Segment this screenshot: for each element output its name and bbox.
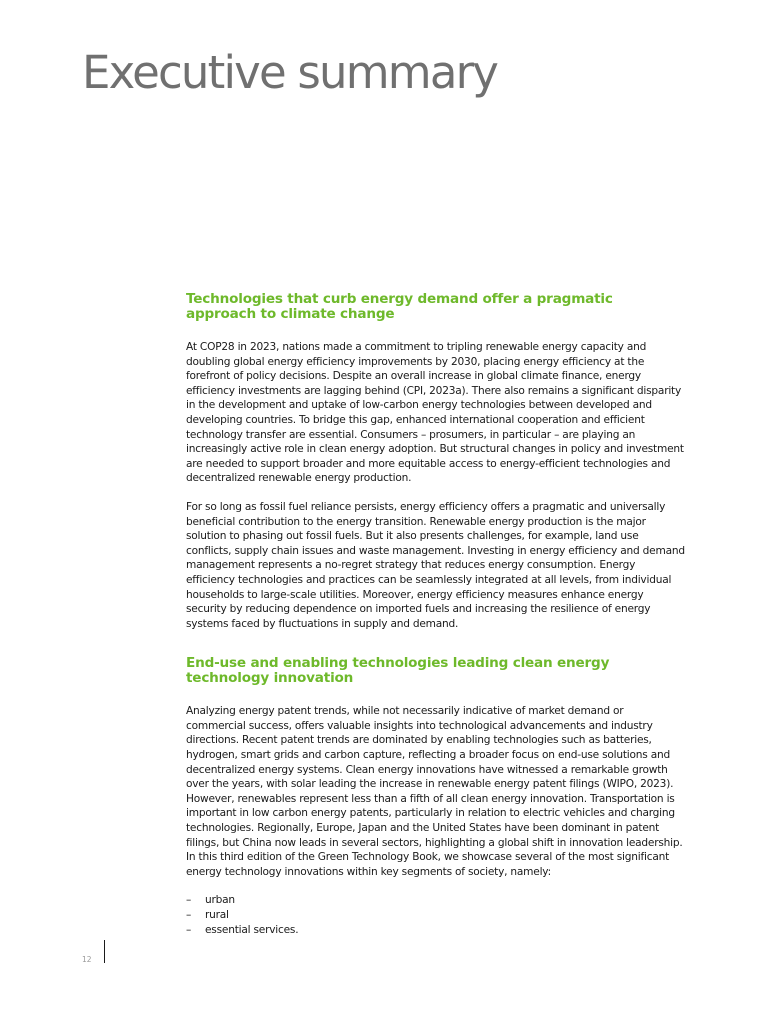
page-number: 12 [82,955,92,964]
list-item-text: essential services. [205,923,299,936]
list-item-text: rural [205,909,229,921]
bullet-marker: – [186,909,192,921]
list-item [186,923,686,938]
bullet-marker: – [186,894,192,907]
bullet-list [186,893,686,937]
body-paragraph: At COP28 in 2023, nations made a commitment to tripling renewable energy capacity and doubling global energy efficiency improvements by 2030, placing energy efficiency at the forefront of policy decisions. Despite an overall increase in global climate finance, energy efficiency investments are lagging behind (CPI, 2023a). There also remains a significant disparity in the development and uptake of low-carbon energy technologies between developed and developing countries. To bridge this gap, enhanced international cooperation and efficient technology transfer are essential. Consumers – prosumers, in particular – are playing an increasingly active role in clean energy adoption. But structural changes in policy and investment are needed to support broader and more equitable access to energy-efficient technologies and decentralized renewable energy production. [186,341,684,485]
list-item [186,908,686,923]
section-heading: Technologies that curb energy demand offer a pragmatic approach to climate change [186,291,613,322]
bullet-marker: – [186,923,192,936]
section-heading: End-use and enabling technologies leading clean energy technology innovation [186,655,610,687]
page-title: Executive summary [82,46,498,99]
list-item [186,893,686,908]
body-paragraph: For so long as fossil fuel reliance persists, energy efficiency offers a pragmatic and universally beneficial contribution to the energy transition. Renewable energy production is the major solution to phasing out fossil fuels. But it also presents challenges, for example, land use conflicts, supply chain issues and waste management. Investing in energy efficiency and demand management represents a no-regret strategy that reduces energy consumption. Energy efficiency technologies and practices can be seamlessly integrated at all levels, from individual households to large-scale utilities. Moreover, energy efficiency measures enhance energy security by reducing dependence on imported fuels and increasing the resilience of energy systems faced by fluctuations in supply and demand. [186,500,685,630]
footer-divider [104,940,105,963]
list-item-text: urban [205,894,235,907]
main-content [186,292,686,937]
body-paragraph: Analyzing energy patent trends, while not necessarily indicative of market demand or commercial success, offers valuable insights into technological advancements and industry directions. Recent patent trends are dominated by enabling technologies such as batteries, hydrogen, smart grids and carbon capture, reflecting a broader focus on end-use solutions and decentralized energy systems. Clean energy innovations have witnessed a remarkable growth over the years, with solar leading the increase in renewable energy patent filings (WIPO, 2023). However, renewables represent less than a fifth of all clean energy innovation. Transportation is important in low carbon energy patents, particularly in relation to electric vehicles and charging technologies. Regionally, Europe, Japan and the United States have been dominant in patent filings, but China now leads in several sectors, highlighting a global shift in innovation leadership. In this third edition of the Green Technology Book, we showcase several of the most significant energy technology innovations within key segments of society, namely: [186,705,683,878]
